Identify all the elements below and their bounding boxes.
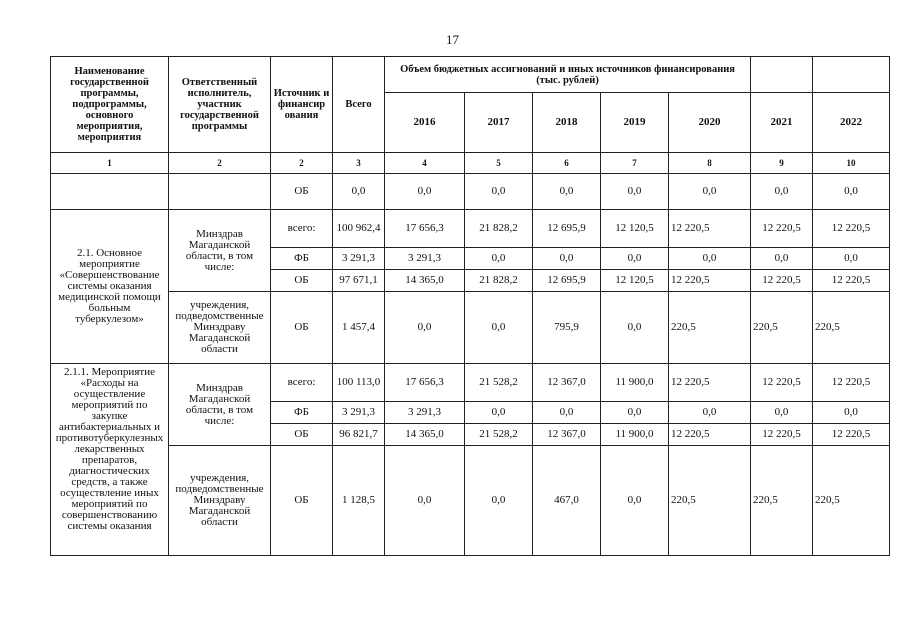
column-number: 6 bbox=[533, 153, 601, 174]
value-cell: 0,0 bbox=[601, 446, 669, 556]
header-year: 2017 bbox=[465, 93, 533, 153]
value-cell: 12 367,0 bbox=[533, 424, 601, 446]
header-program: Наименование государственной программы, подпрограммы, основного мероприятия, мероприятия bbox=[51, 57, 169, 153]
value-cell: 12 220,5 bbox=[751, 424, 813, 446]
value-cell: 21 828,2 bbox=[465, 210, 533, 248]
value-cell: 12 695,9 bbox=[533, 210, 601, 248]
total-cell: 96 821,7 bbox=[333, 424, 385, 446]
source-cell: ОБ bbox=[271, 424, 333, 446]
total-cell: 100 113,0 bbox=[333, 364, 385, 402]
value-cell: 0,0 bbox=[601, 292, 669, 364]
value-cell: 12 220,5 bbox=[813, 364, 890, 402]
column-number: 2 bbox=[169, 153, 271, 174]
header-year: 2022 bbox=[813, 93, 890, 153]
total-cell: 1 457,4 bbox=[333, 292, 385, 364]
value-cell: 0,0 bbox=[385, 446, 465, 556]
program-name-2-1: 2.1. Основное мероприятие «Совершенствование системы оказания медицинской помощи больным туберкулезом» bbox=[51, 210, 169, 364]
source-cell: ОБ bbox=[271, 270, 333, 292]
value-cell: 12 220,5 bbox=[751, 364, 813, 402]
total-cell: 1 128,5 bbox=[333, 446, 385, 556]
value-cell: 12 120,5 bbox=[601, 270, 669, 292]
header-executor: Ответственный исполнитель, участник государственной программы bbox=[169, 57, 271, 153]
column-number: 5 bbox=[465, 153, 533, 174]
header-total: Всего bbox=[333, 57, 385, 153]
value-cell: 0,0 bbox=[465, 248, 533, 270]
value-cell: 12 220,5 bbox=[751, 210, 813, 248]
header-year: 2021 bbox=[751, 93, 813, 153]
value-cell: 12 220,5 bbox=[813, 210, 890, 248]
value-cell: 21 828,2 bbox=[465, 270, 533, 292]
executor-cell bbox=[169, 174, 271, 210]
value-cell: 0,0 bbox=[385, 292, 465, 364]
table-row bbox=[51, 174, 890, 210]
source-cell: ОБ bbox=[271, 174, 333, 210]
value-cell: 220,5 bbox=[813, 446, 890, 556]
value-cell: 0,0 bbox=[601, 402, 669, 424]
page-number: 17 bbox=[446, 32, 459, 47]
value-cell: 3 291,3 bbox=[385, 402, 465, 424]
table-row bbox=[51, 292, 890, 364]
value-cell: 11 900,0 bbox=[601, 424, 669, 446]
header-blank bbox=[813, 57, 890, 93]
column-number: 4 bbox=[385, 153, 465, 174]
value-cell: 220,5 bbox=[751, 292, 813, 364]
value-cell: 0,0 bbox=[813, 402, 890, 424]
table-row bbox=[51, 364, 890, 402]
column-number: 7 bbox=[601, 153, 669, 174]
value-cell: 0,0 bbox=[751, 248, 813, 270]
source-cell: ФБ bbox=[271, 402, 333, 424]
value-cell: 0,0 bbox=[533, 174, 601, 210]
column-number-row bbox=[51, 153, 890, 174]
column-number: 8 bbox=[669, 153, 751, 174]
value-cell: 220,5 bbox=[813, 292, 890, 364]
value-cell: 17 656,3 bbox=[385, 364, 465, 402]
source-cell: ФБ bbox=[271, 248, 333, 270]
value-cell: 12 695,9 bbox=[533, 270, 601, 292]
value-cell: 220,5 bbox=[669, 446, 751, 556]
header-funding-group: Объем бюджетных ассигнований и иных источников финансирования (тыс. рублей) bbox=[385, 57, 751, 93]
value-cell: 0,0 bbox=[465, 174, 533, 210]
header-source: Источник и финансир ования bbox=[271, 57, 333, 153]
executor-ministry: Минздрав Магаданской области, в том числе: bbox=[169, 364, 271, 446]
total-cell: 97 671,1 bbox=[333, 270, 385, 292]
executor-subordinate: учреждения, подведомственные Минздраву Магаданской области bbox=[169, 292, 271, 364]
value-cell: 0,0 bbox=[465, 292, 533, 364]
value-cell: 0,0 bbox=[751, 402, 813, 424]
value-cell: 12 220,5 bbox=[813, 424, 890, 446]
total-cell: 100 962,4 bbox=[333, 210, 385, 248]
column-number: 3 bbox=[333, 153, 385, 174]
value-cell: 0,0 bbox=[669, 248, 751, 270]
value-cell: 220,5 bbox=[751, 446, 813, 556]
value-cell: 12 220,5 bbox=[813, 270, 890, 292]
value-cell: 12 220,5 bbox=[669, 424, 751, 446]
value-cell: 0,0 bbox=[533, 248, 601, 270]
header-blank bbox=[751, 57, 813, 93]
column-number: 1 bbox=[51, 153, 169, 174]
value-cell: 14 365,0 bbox=[385, 424, 465, 446]
executor-subordinate: учреждения, подведомственные Минздраву Магаданской области bbox=[169, 446, 271, 556]
value-cell: 0,0 bbox=[751, 174, 813, 210]
value-cell: 0,0 bbox=[601, 248, 669, 270]
value-cell: 12 220,5 bbox=[669, 270, 751, 292]
total-cell: 0,0 bbox=[333, 174, 385, 210]
executor-ministry: Минздрав Магаданской области, в том числе: bbox=[169, 210, 271, 292]
value-cell: 0,0 bbox=[669, 174, 751, 210]
source-cell: всего: bbox=[271, 364, 333, 402]
value-cell: 3 291,3 bbox=[385, 248, 465, 270]
funding-table bbox=[50, 56, 890, 556]
value-cell: 12 220,5 bbox=[669, 210, 751, 248]
header-year: 2016 bbox=[385, 93, 465, 153]
value-cell: 12 120,5 bbox=[601, 210, 669, 248]
header-year: 2018 bbox=[533, 93, 601, 153]
value-cell: 14 365,0 bbox=[385, 270, 465, 292]
table-row bbox=[51, 446, 890, 556]
value-cell: 0,0 bbox=[533, 402, 601, 424]
value-cell: 467,0 bbox=[533, 446, 601, 556]
source-cell: ОБ bbox=[271, 292, 333, 364]
header-year: 2020 bbox=[669, 93, 751, 153]
value-cell: 12 220,5 bbox=[669, 364, 751, 402]
source-cell: ОБ bbox=[271, 446, 333, 556]
value-cell: 0,0 bbox=[669, 402, 751, 424]
value-cell: 0,0 bbox=[465, 402, 533, 424]
value-cell: 12 220,5 bbox=[751, 270, 813, 292]
value-cell: 0,0 bbox=[465, 446, 533, 556]
header-year: 2019 bbox=[601, 93, 669, 153]
program-cell bbox=[51, 174, 169, 210]
total-cell: 3 291,3 bbox=[333, 248, 385, 270]
value-cell: 17 656,3 bbox=[385, 210, 465, 248]
value-cell: 795,9 bbox=[533, 292, 601, 364]
value-cell: 220,5 bbox=[669, 292, 751, 364]
value-cell: 12 367,0 bbox=[533, 364, 601, 402]
total-cell: 3 291,3 bbox=[333, 402, 385, 424]
value-cell: 0,0 bbox=[813, 248, 890, 270]
value-cell: 21 528,2 bbox=[465, 364, 533, 402]
source-cell: всего: bbox=[271, 210, 333, 248]
value-cell: 21 528,2 bbox=[465, 424, 533, 446]
column-number: 10 bbox=[813, 153, 890, 174]
value-cell: 0,0 bbox=[601, 174, 669, 210]
value-cell: 0,0 bbox=[385, 174, 465, 210]
value-cell: 0,0 bbox=[813, 174, 890, 210]
column-number: 2 bbox=[271, 153, 333, 174]
program-name-2-1-1: 2.1.1. Мероприятие «Расходы на осуществление мероприятий по закупке антибактериальных и противотуберкулезных лекарственных препаратов, диагностических средств, а также осуществление иных мероприятий по совершенствованию системы оказания bbox=[51, 364, 169, 556]
table-row bbox=[51, 210, 890, 248]
column-number: 9 bbox=[751, 153, 813, 174]
value-cell: 11 900,0 bbox=[601, 364, 669, 402]
